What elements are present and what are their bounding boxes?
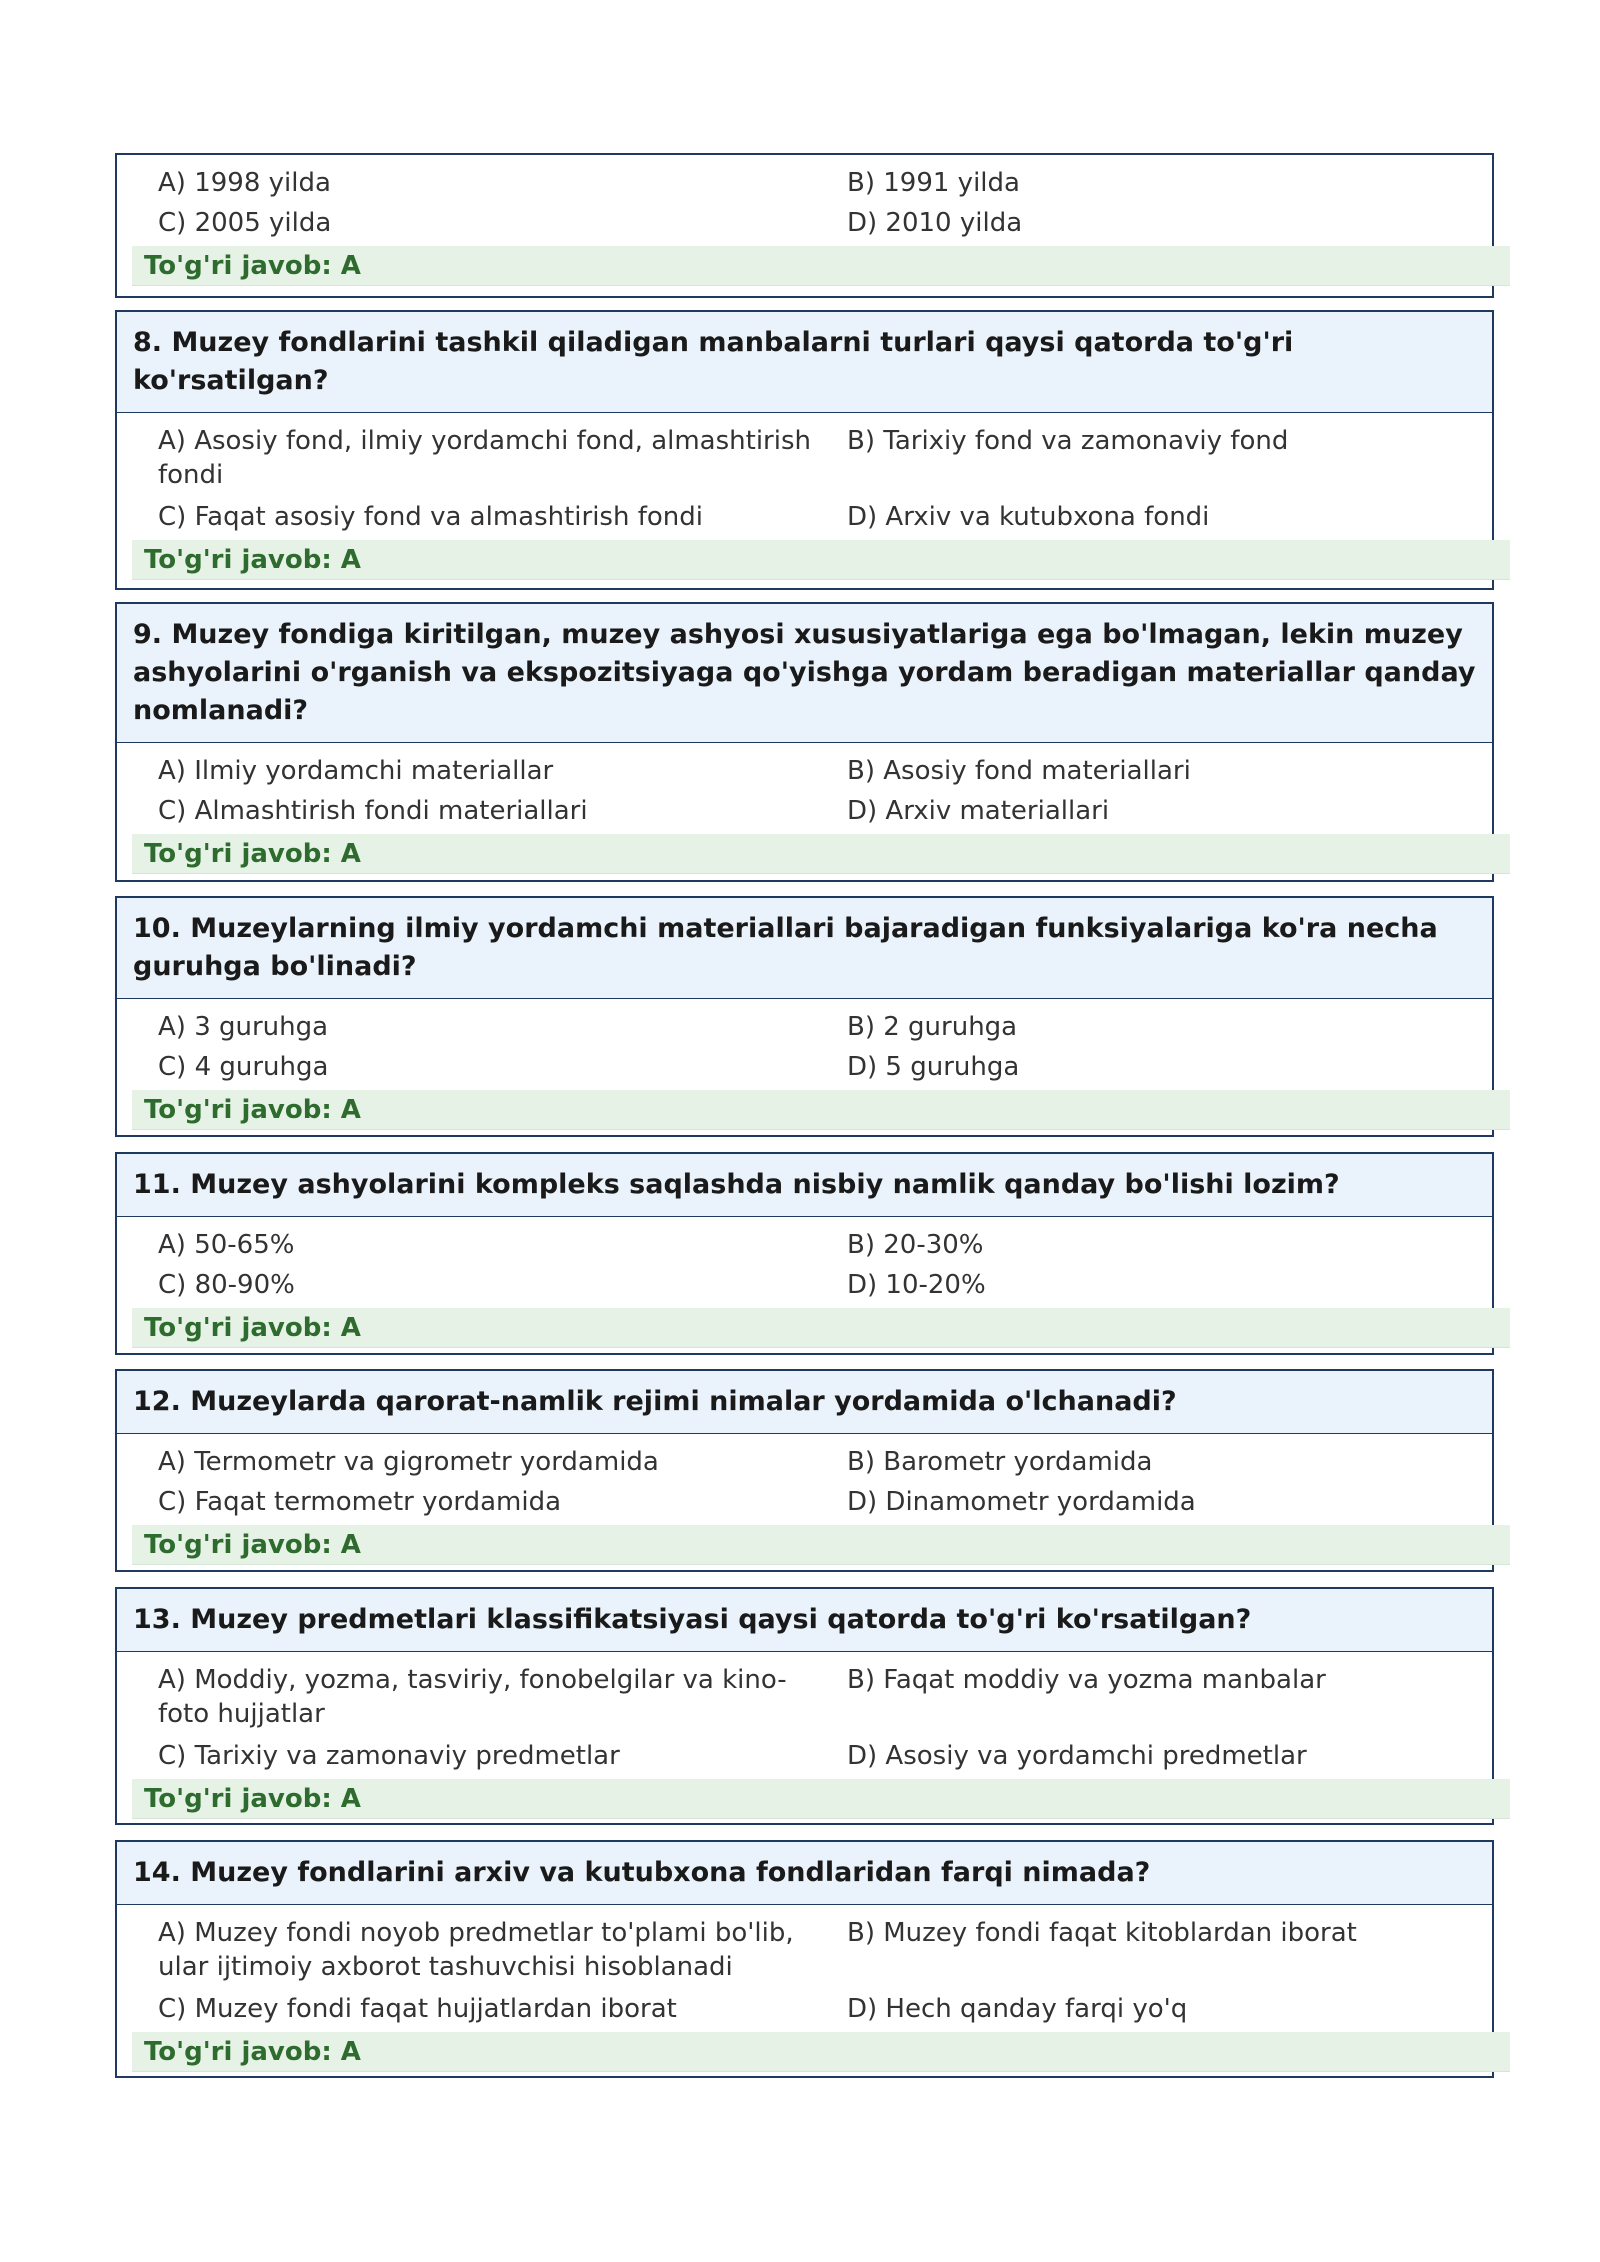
question-card-8 xyxy=(115,310,1494,590)
option-c: C) Tarixiy va zamonaviy predmetlar xyxy=(158,1741,620,1771)
option-c: C) 4 guruhga xyxy=(158,1052,329,1082)
option-a: A) Ilmiy yordamchi materiallar xyxy=(158,756,554,786)
question-title: 11. Muzey ashyolarini kompleks saqlashda nisbiy namlik qanday bo'lishi lozim? xyxy=(117,1154,1492,1217)
option-c: C) Almashtirish fondi materiallari xyxy=(158,796,588,826)
question-title: 9. Muzey fondiga kiritilgan, muzey ashyosi xususiyatlariga ega bo'lmagan, lekin muzey ashyolarini o'rganish va ekspozitsiyaga qo'yishga yordam beradigan materiallar qanday nomlanadi? xyxy=(117,604,1492,743)
option-c: C) 80-90% xyxy=(158,1270,295,1300)
option-b: B) 1991 yilda xyxy=(847,168,1020,198)
question-card-12 xyxy=(115,1369,1494,1572)
question-card-7 xyxy=(115,153,1494,298)
question-title: 12. Muzeylarda qarorat-namlik rejimi nimalar yordamida o'lchanadi? xyxy=(117,1371,1492,1434)
correct-answer: To'g'ri javob: A xyxy=(132,1525,1510,1565)
option-d: D) Dinamometr yordamida xyxy=(847,1487,1196,1517)
correct-answer: To'g'ri javob: A xyxy=(132,1779,1510,1819)
option-b: B) Asosiy fond materiallari xyxy=(847,756,1191,786)
question-title: 10. Muzeylarning ilmiy yordamchi materiallari bajaradigan funksiyalariga ko'ra necha guruhga bo'linadi? xyxy=(117,898,1492,999)
option-c: C) Faqat asosiy fond va almashtirish fondi xyxy=(158,502,703,532)
correct-answer: To'g'ri javob: A xyxy=(132,1308,1510,1348)
correct-answer: To'g'ri javob: A xyxy=(132,2032,1510,2072)
option-a: A) 3 guruhga xyxy=(158,1012,329,1042)
question-title: 8. Muzey fondlarini tashkil qiladigan manbalarni turlari qaysi qatorda to'g'ri ko'rsatilgan? xyxy=(117,312,1492,413)
option-d: D) Arxiv va kutubxona fondi xyxy=(847,502,1210,532)
option-a: A) Termometr va gigrometr yordamida xyxy=(158,1447,659,1477)
option-b: B) 2 guruhga xyxy=(847,1012,1018,1042)
option-a: A) Moddiy, yozma, tasviriy, fonobelgilar va kino-foto hujjatlar xyxy=(158,1665,787,1729)
question-card-9 xyxy=(115,602,1494,882)
question-title: 14. Muzey fondlarini arxiv va kutubxona fondlaridan farqi nimada? xyxy=(117,1842,1492,1905)
question-card-13 xyxy=(115,1587,1494,1825)
correct-answer: To'g'ri javob: A xyxy=(132,834,1510,874)
option-a: A) Asosiy fond, ilmiy yordamchi fond, almashtirish fondi xyxy=(158,426,811,490)
option-b: B) Faqat moddiy va yozma manbalar xyxy=(847,1665,1326,1695)
option-c: C) 2005 yilda xyxy=(158,208,332,238)
option-d: D) Asosiy va yordamchi predmetlar xyxy=(847,1741,1307,1771)
option-d: D) 5 guruhga xyxy=(847,1052,1020,1082)
question-card-14 xyxy=(115,1840,1494,2078)
question-card-11 xyxy=(115,1152,1494,1355)
option-b: B) Tarixiy fond va zamonaviy fond xyxy=(847,426,1289,456)
option-d: D) Arxiv materiallari xyxy=(847,796,1110,826)
option-d: D) Hech qanday farqi yo'q xyxy=(847,1994,1188,2024)
option-b: B) Barometr yordamida xyxy=(847,1447,1153,1477)
option-c: C) Faqat termometr yordamida xyxy=(158,1487,562,1517)
correct-answer: To'g'ri javob: A xyxy=(132,1090,1510,1130)
option-a: A) Muzey fondi noyob predmetlar to'plami bo'lib, ular ijtimoiy axborot tashuvchisi hisoblanadi xyxy=(158,1918,794,1982)
question-card-10 xyxy=(115,896,1494,1137)
correct-answer: To'g'ri javob: A xyxy=(132,246,1510,286)
question-title: 13. Muzey predmetlari klassifikatsiyasi qaysi qatorda to'g'ri ko'rsatilgan? xyxy=(117,1589,1492,1652)
option-b: B) Muzey fondi faqat kitoblardan iborat xyxy=(847,1918,1357,1948)
option-b: B) 20-30% xyxy=(847,1230,984,1260)
option-a: A) 1998 yilda xyxy=(158,168,331,198)
correct-answer: To'g'ri javob: A xyxy=(132,540,1510,580)
option-a: A) 50-65% xyxy=(158,1230,295,1260)
option-d: D) 10-20% xyxy=(847,1270,986,1300)
option-c: C) Muzey fondi faqat hujjatlardan iborat xyxy=(158,1994,677,2024)
option-d: D) 2010 yilda xyxy=(847,208,1023,238)
